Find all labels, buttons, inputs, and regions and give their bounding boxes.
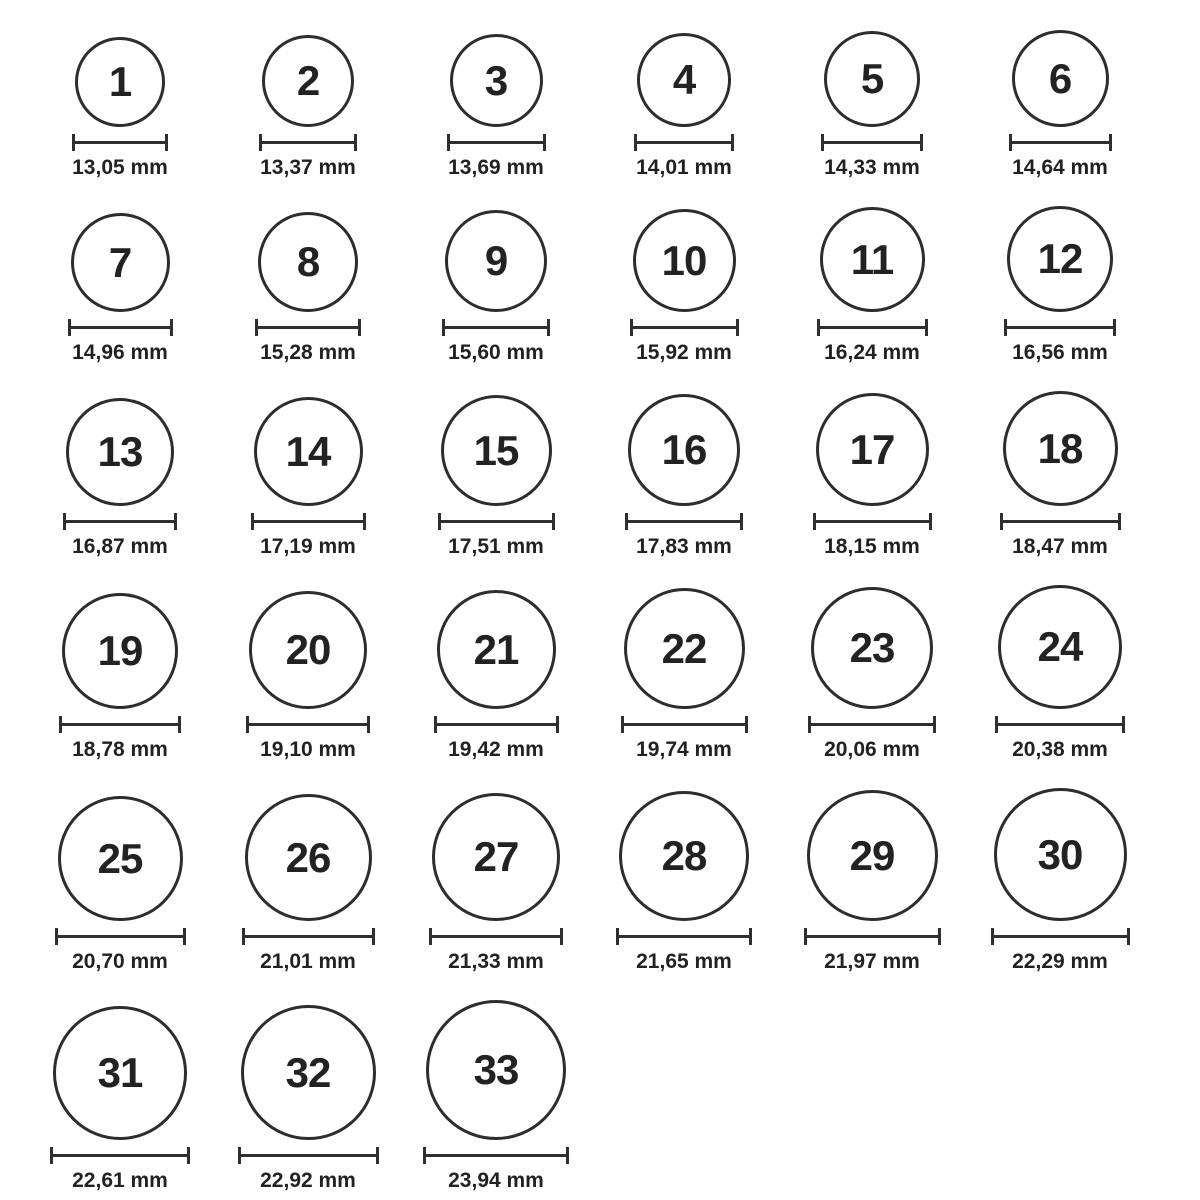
diameter-measure-bar [1000, 513, 1121, 530]
diameter-label: 15,92 mm [636, 341, 732, 364]
ring-size-number: 7 [108, 238, 132, 286]
diameter-label: 14,96 mm [72, 341, 168, 364]
diameter-measure-bar [259, 134, 357, 151]
ring-size-cell [214, 794, 402, 974]
ring-size-cell [402, 1000, 590, 1193]
ring-circle [241, 1005, 376, 1140]
diameter-label: 13,05 mm [72, 156, 168, 179]
diameter-measure-bar [429, 928, 563, 945]
diameter-measure-bar [447, 134, 546, 151]
diameter-label: 13,69 mm [448, 156, 544, 179]
diameter-measure-bar [821, 134, 923, 151]
ring-size-number: 23 [849, 624, 895, 671]
ring-size-cell [966, 30, 1154, 180]
ring-size-number: 8 [296, 238, 320, 285]
ring-size-number: 9 [484, 237, 508, 284]
diameter-label: 16,87 mm [72, 535, 168, 558]
ring-size-number: 3 [484, 56, 508, 104]
ring-size-number: 4 [672, 56, 696, 103]
ring-circle [262, 35, 354, 127]
ring-circle [998, 585, 1122, 709]
diameter-label: 18,47 mm [1012, 535, 1108, 558]
diameter-label: 22,92 mm [260, 1169, 356, 1192]
ring-circle [633, 209, 736, 312]
diameter-label: 17,51 mm [448, 535, 544, 558]
diameter-label: 14,01 mm [636, 156, 732, 179]
ring-circle [445, 210, 547, 312]
ring-size-cell [778, 207, 966, 365]
diameter-measure-bar [808, 716, 936, 733]
diameter-label: 14,33 mm [824, 156, 920, 179]
ring-circle [432, 793, 560, 921]
diameter-measure-bar [995, 716, 1125, 733]
ring-circle [53, 1006, 187, 1140]
ring-size-cell [26, 37, 214, 180]
diameter-label: 19,42 mm [448, 738, 544, 761]
ring-size-cell [26, 796, 214, 974]
diameter-label: 17,83 mm [636, 535, 732, 558]
diameter-label: 23,94 mm [448, 1169, 544, 1192]
ring-size-cell [778, 790, 966, 974]
diameter-label: 20,70 mm [72, 950, 168, 973]
ring-size-cell [402, 793, 590, 974]
ring-circle [619, 791, 749, 921]
ring-circle [245, 794, 372, 921]
diameter-measure-bar [804, 928, 941, 945]
diameter-measure-bar [817, 319, 928, 336]
diameter-label: 21,97 mm [824, 950, 920, 973]
ring-size-cell [966, 391, 1154, 559]
ring-circle [816, 393, 929, 506]
ring-size-cell [402, 590, 590, 762]
diameter-measure-bar [630, 319, 739, 336]
ring-size-cell [26, 398, 214, 559]
diameter-label: 21,65 mm [636, 950, 732, 973]
diameter-measure-bar [991, 928, 1130, 945]
ring-size-number: 26 [285, 833, 331, 881]
diameter-measure-bar [63, 513, 177, 530]
ring-circle [58, 796, 183, 921]
ring-size-number: 24 [1037, 623, 1083, 670]
diameter-label: 20,06 mm [824, 738, 920, 761]
ring-size-number: 30 [1037, 830, 1083, 878]
ring-size-number: 25 [97, 834, 143, 882]
ring-circle [426, 1000, 566, 1140]
ring-size-number: 5 [860, 55, 884, 102]
ring-size-number: 21 [473, 625, 519, 673]
diameter-label: 17,19 mm [260, 535, 356, 558]
diameter-label: 16,24 mm [824, 341, 920, 364]
diameter-measure-bar [434, 716, 559, 733]
ring-circle [1007, 206, 1113, 312]
ring-circle [820, 207, 925, 312]
ring-size-number: 15 [473, 426, 519, 474]
ring-circle [628, 394, 740, 506]
ring-circle [254, 397, 363, 506]
diameter-label: 22,29 mm [1012, 950, 1108, 973]
diameter-label: 18,78 mm [72, 738, 168, 761]
ring-size-number: 28 [661, 832, 707, 879]
ring-size-number: 31 [97, 1049, 143, 1096]
ring-size-number: 10 [661, 236, 707, 284]
ring-circle [624, 588, 745, 709]
diameter-label: 21,33 mm [448, 950, 544, 973]
diameter-label: 14,64 mm [1012, 156, 1108, 179]
ring-size-number: 13 [97, 428, 143, 475]
diameter-label: 19,10 mm [260, 738, 356, 761]
diameter-measure-bar [1009, 134, 1112, 151]
ring-circle [258, 212, 358, 312]
ring-circle [1012, 30, 1109, 127]
diameter-measure-bar [813, 513, 932, 530]
diameter-measure-bar [442, 319, 550, 336]
ring-circle [450, 34, 543, 127]
ring-size-cell [26, 213, 214, 365]
diameter-measure-bar [238, 1147, 379, 1164]
ring-size-number: 18 [1037, 424, 1083, 472]
ring-circle [71, 213, 170, 312]
ring-size-cell [590, 791, 778, 974]
ring-size-cell [778, 393, 966, 559]
ring-size-number: 19 [97, 627, 143, 674]
ring-circle [62, 593, 178, 709]
ring-size-number: 2 [296, 57, 320, 104]
diameter-measure-bar [72, 134, 168, 151]
ring-size-cell [402, 395, 590, 559]
ring-size-number: 33 [473, 1046, 519, 1093]
ring-size-number: 32 [285, 1048, 331, 1096]
diameter-measure-bar [423, 1147, 569, 1164]
ring-size-cell [402, 34, 590, 180]
diameter-measure-bar [438, 513, 555, 530]
ring-size-cell [26, 1006, 214, 1193]
ring-size-number: 1 [108, 58, 132, 105]
ring-size-cell [590, 588, 778, 762]
diameter-measure-bar [68, 319, 173, 336]
diameter-measure-bar [1004, 319, 1116, 336]
diameter-label: 15,60 mm [448, 341, 544, 364]
ring-circle [249, 591, 367, 709]
ring-circle [66, 398, 174, 506]
ring-size-cell [590, 209, 778, 365]
ring-circle [994, 788, 1127, 921]
ring-size-cell [966, 585, 1154, 762]
diameter-label: 15,28 mm [260, 341, 356, 364]
ring-circle [811, 587, 933, 709]
ring-size-number: 29 [849, 831, 895, 879]
ring-size-cell [966, 206, 1154, 365]
ring-circle [1003, 391, 1118, 506]
diameter-label: 16,56 mm [1012, 341, 1108, 364]
ring-size-number: 12 [1037, 235, 1083, 282]
ring-size-cell [214, 35, 402, 180]
diameter-label: 20,38 mm [1012, 738, 1108, 761]
ring-size-cell [966, 788, 1154, 974]
ring-size-number: 16 [661, 426, 707, 473]
ring-circle [75, 37, 165, 127]
ring-size-cell [778, 31, 966, 180]
ring-size-cell [402, 210, 590, 365]
diameter-measure-bar [59, 716, 181, 733]
diameter-measure-bar [242, 928, 375, 945]
ring-size-cell [590, 394, 778, 559]
ring-size-cell [214, 397, 402, 559]
diameter-measure-bar [50, 1147, 190, 1164]
diameter-measure-bar [634, 134, 734, 151]
ring-size-number: 20 [285, 626, 331, 673]
diameter-measure-bar [255, 319, 361, 336]
ring-size-cell [214, 591, 402, 762]
diameter-measure-bar [246, 716, 370, 733]
diameter-measure-bar [55, 928, 186, 945]
ring-size-cell [590, 33, 778, 180]
diameter-measure-bar [625, 513, 743, 530]
diameter-label: 22,61 mm [72, 1169, 168, 1192]
diameter-measure-bar [251, 513, 366, 530]
diameter-label: 19,74 mm [636, 738, 732, 761]
ring-size-cell [778, 587, 966, 762]
ring-circle [637, 33, 731, 127]
ring-circle [441, 395, 552, 506]
ring-size-cell [214, 212, 402, 365]
diameter-measure-bar [621, 716, 748, 733]
ring-size-number: 14 [285, 427, 331, 475]
diameter-label: 18,15 mm [824, 535, 920, 558]
ring-size-cell [214, 1005, 402, 1193]
ring-circle [807, 790, 938, 921]
ring-circle [824, 31, 920, 127]
ring-size-number: 27 [473, 833, 519, 880]
ring-size-number: 22 [661, 624, 707, 672]
ring-size-number: 6 [1048, 54, 1072, 102]
ring-size-number: 11 [850, 235, 894, 283]
ring-circle [437, 590, 556, 709]
diameter-label: 21,01 mm [260, 950, 356, 973]
diameter-label: 13,37 mm [260, 156, 356, 179]
ring-size-number: 17 [849, 425, 895, 473]
diameter-measure-bar [616, 928, 752, 945]
ring-size-cell [26, 593, 214, 762]
